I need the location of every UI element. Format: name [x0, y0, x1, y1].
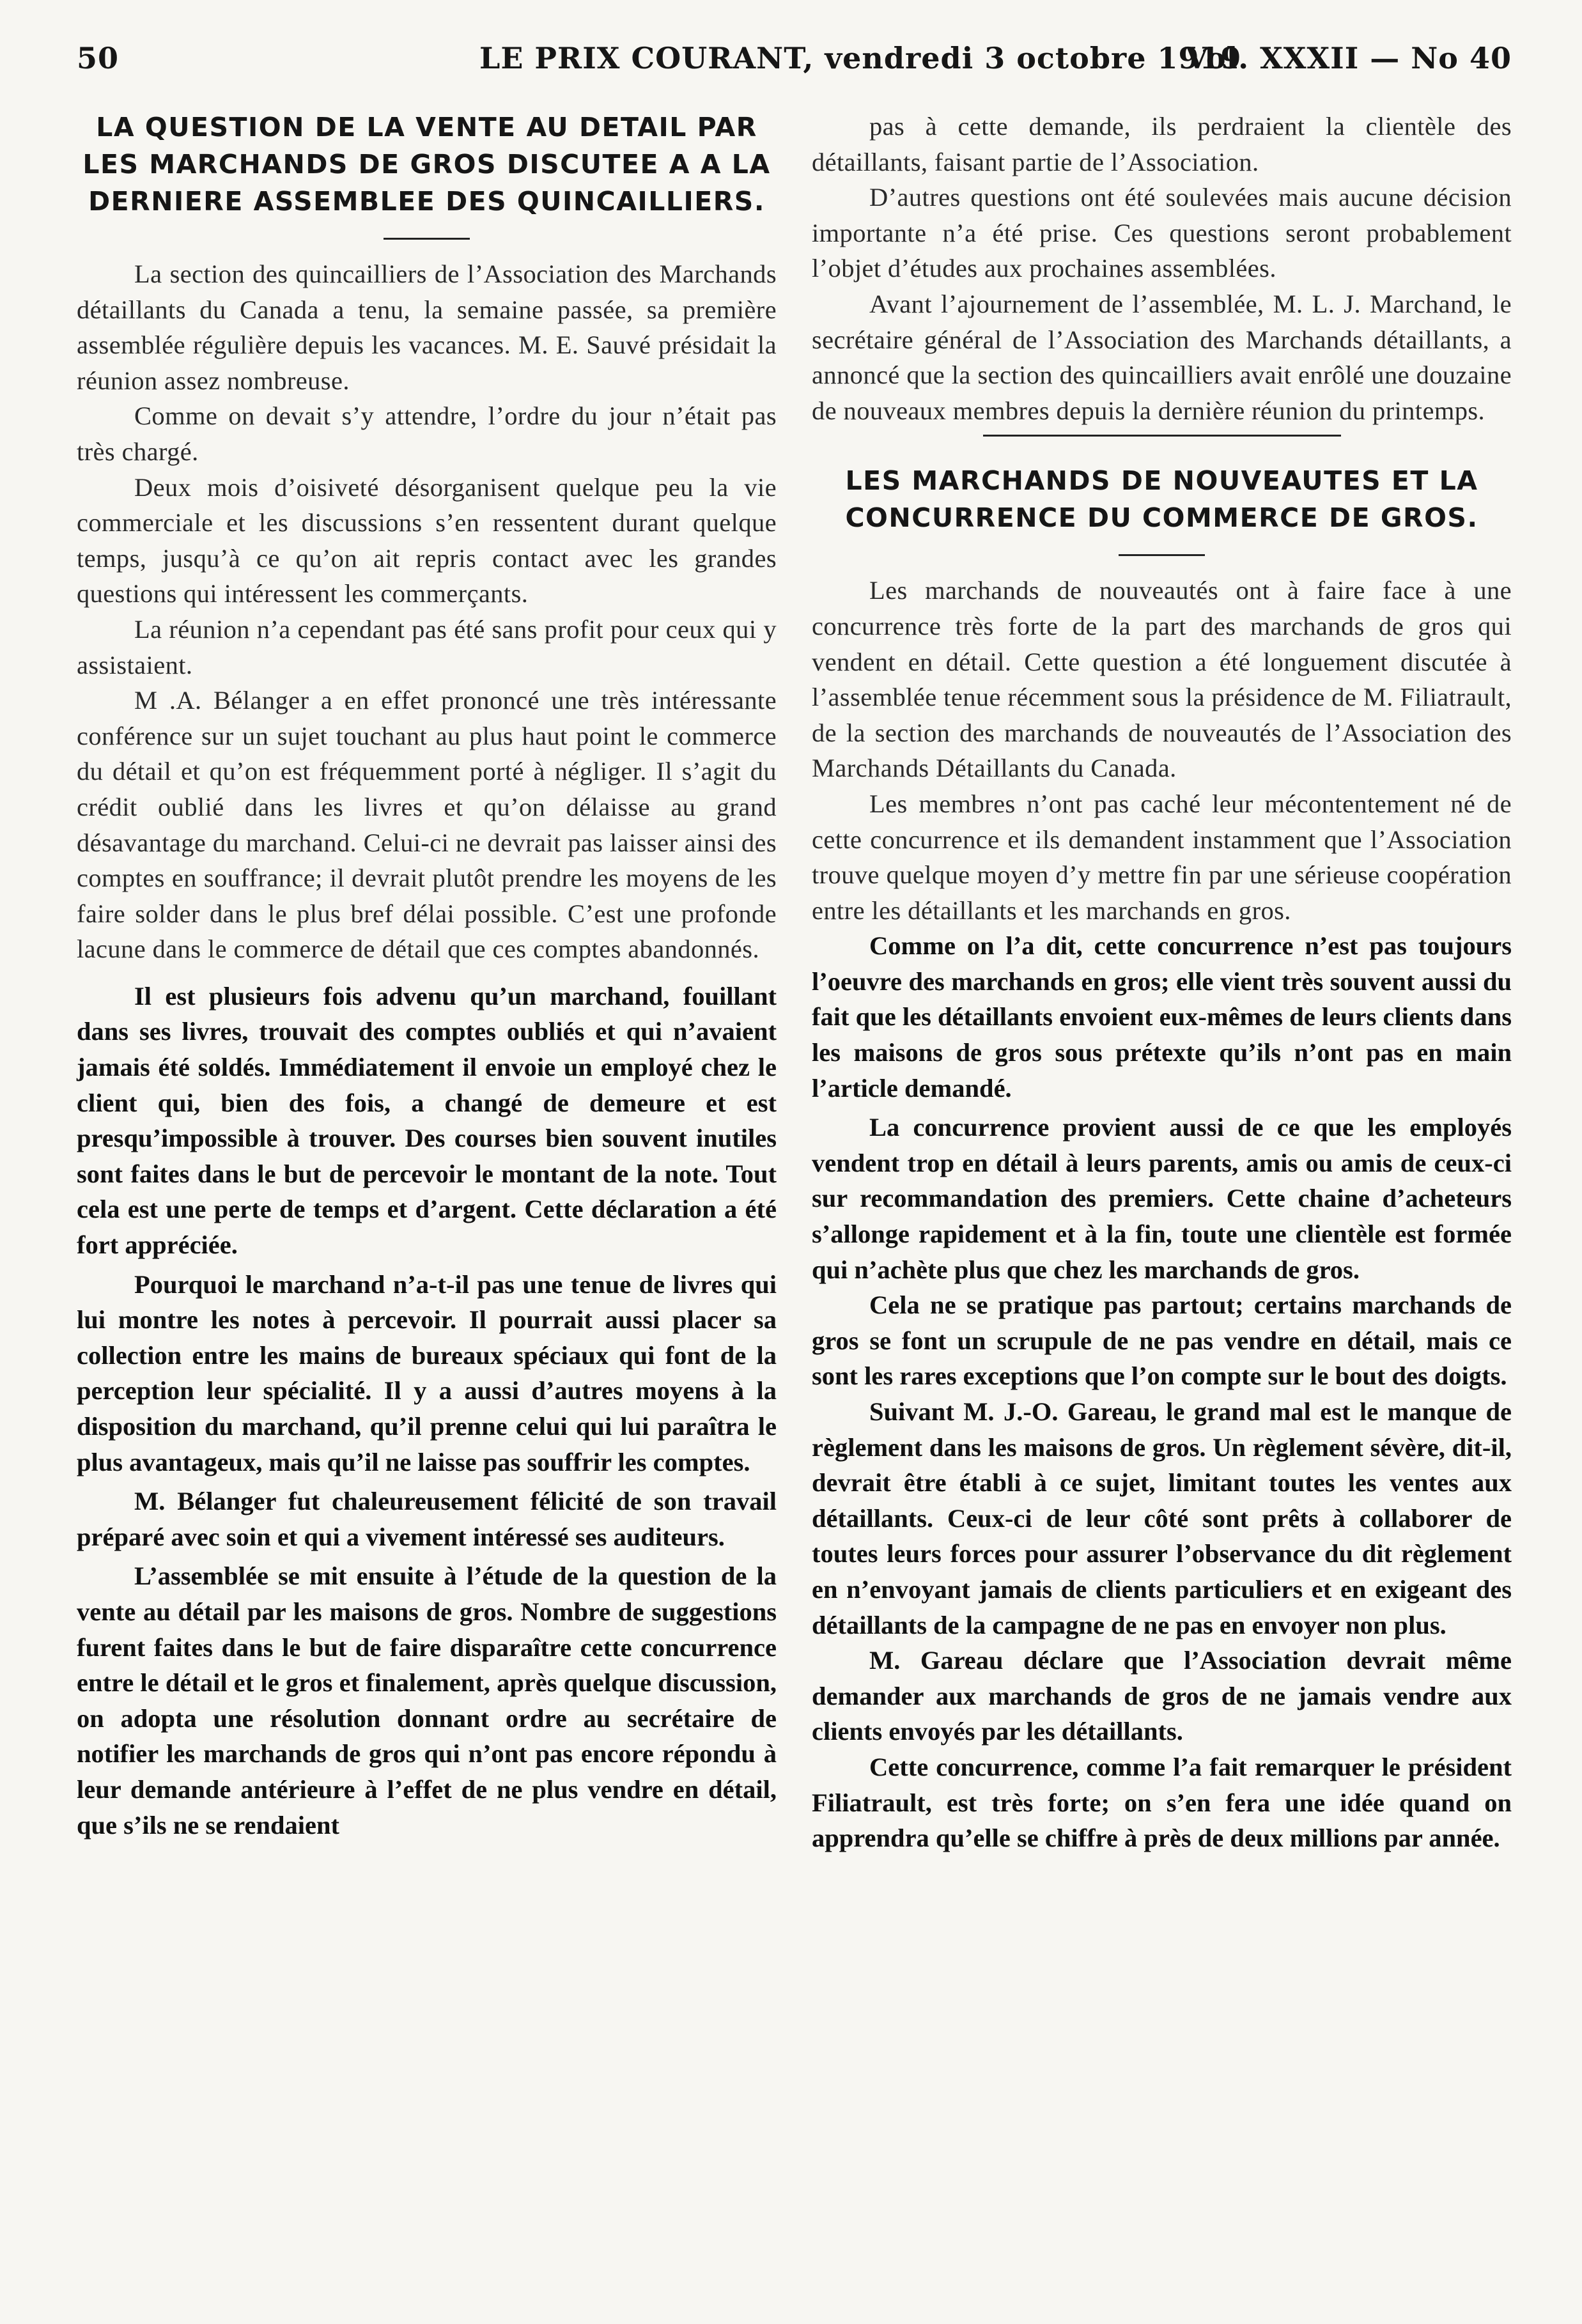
article-separator-rule	[983, 435, 1341, 437]
article2-paragraph: Cela ne se pratique pas partout; certains marchands de gros se font un scrupule de ne pas vendre en détail, mais ce sont les rares exceptions que l’on compte sur le bout des doigts.	[812, 1290, 1512, 1391]
article1-paragraph-continued: pas à cette demande, ils perdraient la clientèle des détaillants, faisant partie de l’Association.	[812, 112, 1512, 176]
article1-paragraph: La réunion n’a cependant pas été sans profit pour ceux qui y assistaient.	[77, 614, 777, 679]
article1-headline: LA QUESTION DE LA VENTE AU DETAIL PAR LES MARCHANDS DE GROS DISCUTEE A A LA DERNIERE ASSEMBLEE DES QUINCAILLIERS.	[82, 112, 771, 217]
publication-line: LE PRIX COURANT, vendredi 3 octobre 1919	[479, 41, 1242, 75]
article1-paragraph: Comme on devait s’y attendre, l’ordre du jour n’était pas très chargé.	[77, 401, 777, 466]
article2-paragraph: Les marchands de nouveautés ont à faire face à une concurrence très forte de la part des marchands de gros qui vendent en détail. Cette question a été longuement discutée à l’assemblée tenue récemment sous la présidence de M. Filiatrault, de la section des marchands de nouveautés de l’Association des Marchands Détaillants du Canada.	[812, 576, 1512, 783]
headline-rule	[1119, 554, 1205, 556]
article1-paragraph: L’assemblée se mit ensuite à l’étude de la question de la vente au détail par les maisons de gros. Nombre de suggestions furent faites dans le but de faire disparaître cette concurrence entre le détail et le gros et finalement, après quelque discussion, on adopta une résolution donnant ordre au secrétaire de notifier les marchands de gros qui n’ont pas encore répondu à leur demande antérieure à l’effet de ne plus vendre en détail, que s’ils ne se rendaient	[77, 1561, 777, 1840]
article2-paragraph: Comme on l’a dit, cette concurrence n’est pas toujours l’oeuvre des marchands en gros; elle vient très souvent aussi du fait que les détaillants envoient eux-mêmes de leurs clients dans les maisons de gros sous prétexte qu’ils n’ont pas en main l’article demandé.	[812, 931, 1512, 1103]
article1-paragraph: M .A. Bélanger a en effet prononcé une très intéressante conférence sur un sujet touchant au plus haut point le commerce du détail et qu’on est fréquemment porté à négliger. Il s’agit du crédit oublié dans les livres et qu’on délaisse au grand désavantage du marchand. Celui-ci ne devrait pas laisser ainsi des comptes en souffrance; il devrait plutôt prendre les moyens de les faire solder dans le plus bref délai possible. C’est une profonde lacune dans le commerce de détail que ces comptes abandonnés.	[77, 686, 777, 964]
article1-paragraph: D’autres questions ont été soulevées mais aucune décision importante n’a été prise. Ces questions seront probablement l’objet d’études aux prochaines assemblées.	[812, 183, 1512, 283]
page-number: 50	[77, 41, 120, 75]
article2-paragraph: M. Gareau déclare que l’Association devrait même demander aux marchands de gros de ne jamais vendre aux clients envoyés par les détaillants.	[812, 1646, 1512, 1746]
article1-paragraph: Avant l’ajournement de l’assemblée, M. L. J. Marchand, le secrétaire général de l’Association des Marchands détaillants, a annoncé que la section des quincailliers avait enrôlé une douzaine de nouveaux membres depuis la dernière réunion du printemps.	[812, 289, 1512, 425]
right-column	[812, 109, 1512, 1856]
article2-paragraph: La concurrence provient aussi de ce que les employés vendent trop en détail à leurs parents, amis ou amis de ceux-ci sur recommandation des premiers. Cette chaine d’acheteurs s’allonge rapidement et à la fin, toute une clientèle est formée qui n’achète plus que chez les marchands de gros.	[812, 1113, 1512, 1284]
article1-paragraph: La section des quincailliers de l’Association des Marchands détaillants du Canada a tenu, la semaine passée, sa première assemblée régulière depuis les vacances. M. E. Sauvé présidait la réunion assez nombreuse.	[77, 260, 777, 395]
left-column	[77, 109, 777, 1843]
volume-number: Vol. XXXII — No 40	[1185, 41, 1512, 75]
headline-rule	[384, 238, 470, 240]
article2-paragraph: Suivant M. J.-O. Gareau, le grand mal est le manque de règlement dans les maisons de gros. Un règlement sévère, dit-il, devrait être établi à ce sujet, limitant toutes les ventes aux détaillants. Ceux-ci de leur côté sont prêts à collaborer de toutes leurs forces pour assurer l’observance du dit règlement en n’envoyant jamais de clients particuliers et en exigeant des détaillants de la campagne de ne pas en envoyer non plus.	[812, 1397, 1512, 1639]
article2-headline: LES MARCHANDS DE NOUVEAUTES ET LA CONCURRENCE DU COMMERCE DE GROS.	[845, 465, 1478, 534]
article1-paragraph: M. Bélanger fut chaleureusement félicité de son travail préparé avec soin et qui a vivement intéressé ses auditeurs.	[77, 1487, 777, 1551]
article1-paragraph: Pourquoi le marchand n’a-t-il pas une tenue de livres qui lui montre les notes à percevoir. Il pourrait aussi placer sa collection entre les mains de bureaux spéciaux qui font de la perception leur spécialité. Il y a aussi d’autres moyens à la disposition du marchand, qu’il prenne celui qui lui paraîtra le plus avantageux, mais qu’il ne laisse pas souffrir les comptes.	[77, 1269, 777, 1476]
article2-paragraph: Cette concurrence, comme l’a fait remarquer le président Filiatrault, est très forte; on s’en fera une idée quand on apprendra qu’elle se chiffre à près de deux millions par année.	[812, 1752, 1512, 1853]
page-header	[77, 37, 1512, 82]
article2-paragraph: Les membres n’ont pas caché leur mécontentement né de cette concurrence et ils demandent instamment que l’Association trouve quelque moyen d’y mettre fin par une sérieuse coopération entre les détaillants et les marchands en gros.	[812, 789, 1512, 925]
article1-paragraph: Il est plusieurs fois advenu qu’un marchand, fouillant dans ses livres, trouvait des comptes oubliés et qui n’avaient jamais été soldés. Immédiatement il envoie un employé chez le client qui, bien des fois, a changé de demeure et est presqu’impossible à trouver. Des courses bien souvent inutiles sont faites dans le but de percevoir le montant de la note. Tout cela est une perte de temps et d’argent. Cette déclaration a été fort appréciée.	[77, 981, 777, 1260]
article1-paragraph: Deux mois d’oisiveté désorganisent quelque peu la vie commerciale et les discussions s’en ressentent durant quelque temps, jusqu’à ce qu’on ait repris contact avec les grandes questions qui intéressent les commerçants.	[77, 472, 777, 608]
